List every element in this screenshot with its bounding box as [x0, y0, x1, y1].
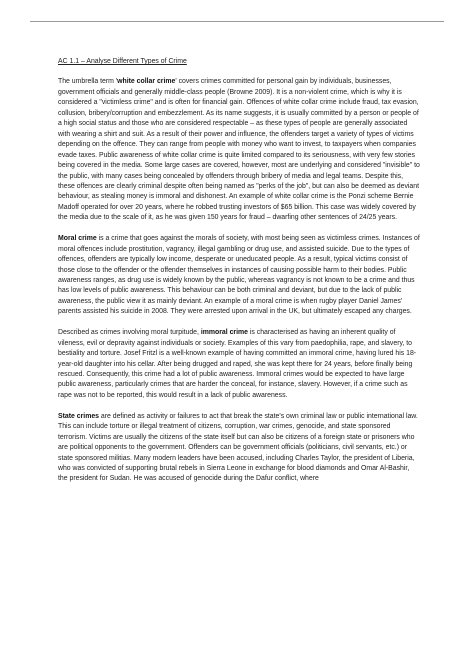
document-body	[58, 57, 420, 495]
term-moral-crime: Moral crime	[58, 235, 97, 243]
paragraph-text: is a crime that goes against the morals of society, with most being seen as victimless crimes. Instances of moral offences include prostitution, vagrancy, illegal gambling or drug use, and assisted suicide. Due to the types of offences, offenders are typically low income, desperate or uneducated people. As a result, typical victims consist of those close to the offender or the offender themselves in instances of causing possible harm to their bodies. Public awareness ranges, as drug use is widely known by the public, whereas vagrancy is not known to be a crime and thus has low levels of public awareness. This behaviour can be both criminal and deviant, but due to the lack of public awareness, the public view it as mainly deviant. An example of a moral crime is when rugby player Daniel James' parents assisted his suicide in 2008. They were arrested upon arrival in the UK, but ultimately escaped any charges.	[58, 235, 420, 316]
paragraph-white-collar-crime	[58, 77, 420, 223]
paragraph-text: are defined as activity or failures to act that break the state's own criminal law or public international law. This can include torture or illegal treatment of citizens, corruption, war crimes, genocide, and state sponsored terrorism. Victims are usually the citizens of the state itself but can also be citizens of a foreign state or prisoners who are political opponents to the government. Offenders can be government officials (politicians, civil servants, etc.) or state sponsored militias. Many modern leaders have been accused, including Charles Taylor, the president of Liberia, who was convicted of supporting brutal rebels in Sierra Leone in exchange for blood diamonds and Omar Al-Bashir, the president for Sudan. He was accused of genocide during the Dafur conflict, where	[58, 412, 418, 483]
paragraph-immoral-crime	[58, 328, 420, 401]
paragraph-state-crimes	[58, 412, 420, 485]
paragraph-text: Described as crimes involving moral turpitude,	[58, 329, 201, 337]
paragraph-moral-crime	[58, 234, 420, 318]
term-white-collar-crime: white collar crime	[117, 78, 176, 86]
paragraph-text: The umbrella term '	[58, 78, 118, 86]
term-immoral-crime: immoral crime	[200, 329, 248, 337]
paragraph-text: ' covers crimes committed for personal gain by individuals, businesses, government officials and generally middle-class people (Browne 2009). It is a non-violent crime, which is why it is considered a "victimless crime" and is often for financial gain. Offences of white collar crime include fraud, tax evasion, collusion, bribery/corruption and embezzlement. As its name suggests, it is usually committed by a person or people of a high social status and those who are considered respectable – as these types of people are generally associated with wearing a shirt and suit. As a result of their power and influence, the offenders target a variety of types of victims depending on the offence. They can range from people with money who want to invest, to taxpayers when companies evade taxes. Public awareness of white collar crime is quite limited compared to its seriousness, with very few stories being covered in the media. Some large cases are covered, however, most are underlying and considered "invisible" to the public, with many cases being concealed by offenders through bribery of media and legal teams. Despite this, these offences are clearly criminal despite often being named as "perks of the job", but can also be deemed as deviant behaviour, as stealing money is immoral and dishonest. An example of white collar crime is the Ponzi scheme Bernie Madoff operated for over 20 years, where he robbed trusting investors of $65 billion. This case was widely covered by the media due to the scale of it, as he was given 150 years for fraud – dwarfing other sentences of 24/25 years.	[58, 78, 420, 222]
document-heading: AC 1.1 – Analyse Different Types of Crime	[58, 58, 187, 65]
term-state-crimes: State crimes	[58, 412, 99, 420]
paragraph-text: is characterised as having an inherent quality of vileness, evil or depravity against individuals or society. Examples of this vary from paedophilia, rape, and slavery, to bestiality and torture. Josef Fritzl is a well-known example of having committed an immoral crime, having lured his 18-year-old daughter into his cellar. After being drugged and raped, she was kept there for 24 years, before finally being rescued. Consequently, this crime had a lot of public awareness. Immoral crimes would be expected to have large public awareness, particularly crimes that are harder the conceal, for instance, slavery. However, if a crime such as rape was not to be reported, this would result in a lack of public awareness.	[58, 329, 417, 399]
top-divider	[30, 21, 444, 22]
